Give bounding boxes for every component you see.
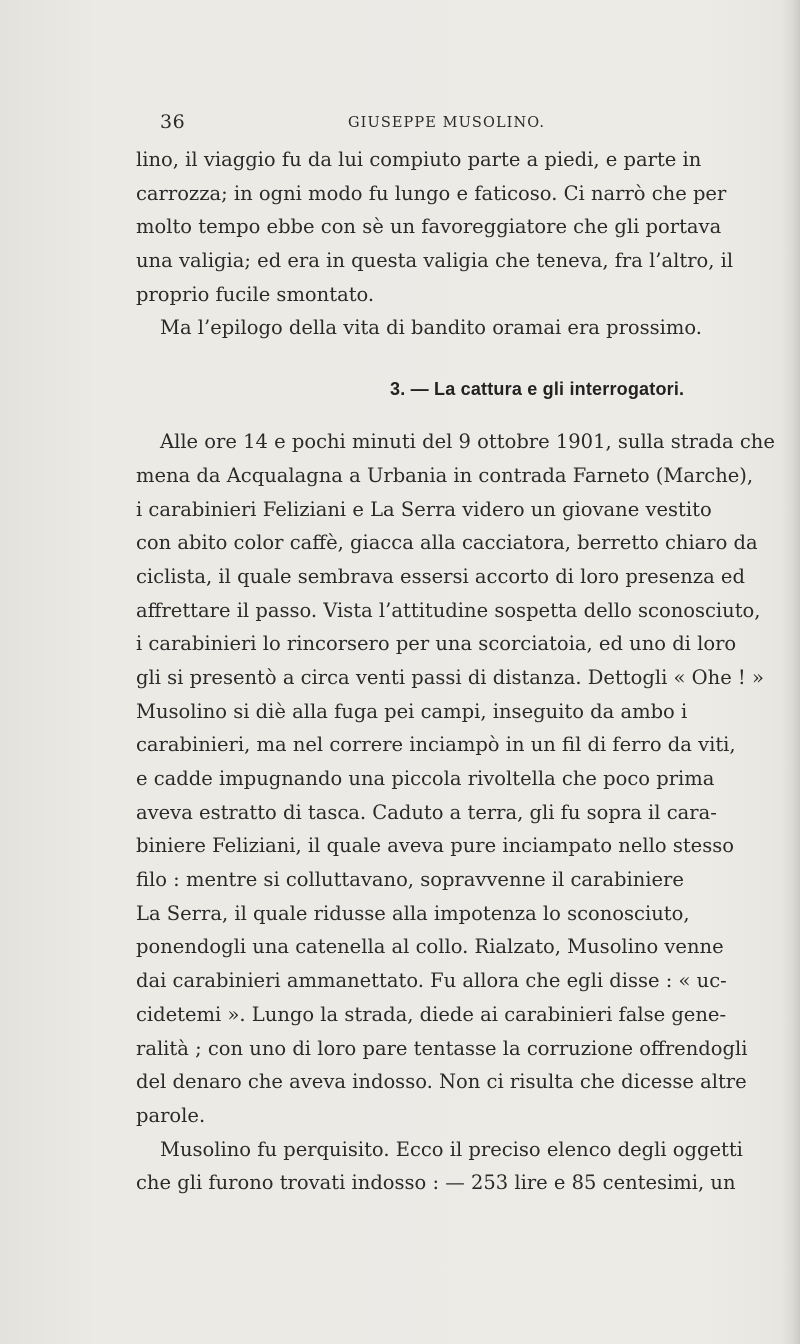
text-line: biniere Feliziani, il quale aveva pure inciampato nello stesso xyxy=(136,834,734,858)
text-line: gli si presentò a circa venti passi di distanza. Dettogli « Ohe ! » xyxy=(136,665,764,689)
text-line: affrettare il passo. Vista l’attitudine sospetta dello sconosciuto, xyxy=(136,598,761,622)
text-line: mena da Acqualagna a Urbania in contrada Farneto (Marche), xyxy=(136,463,754,487)
text-line: Ma l’epilogo della vita di bandito oramai era prossimo. xyxy=(160,316,703,340)
paragraph-4 xyxy=(136,1133,792,1200)
text-line: filo : mentre si colluttavano, sopravvenne il carabiniere xyxy=(136,868,684,892)
text-line: aveva estratto di tasca. Caduto a terra, gli fu sopra il cara- xyxy=(136,800,717,824)
text-line: La Serra, il quale ridusse alla impotenza lo sconosciuto, xyxy=(136,901,690,925)
text-line: cidetemi ». Lungo la strada, diede ai carabinieri false gene- xyxy=(136,1002,727,1026)
text-line: molto tempo ebbe con sè un favoreggiatore che gli portava xyxy=(136,215,722,239)
text-line: ciclista, il quale sembrava essersi accorto di loro presenza ed xyxy=(136,564,745,588)
body-text xyxy=(136,143,792,1200)
paragraph-3 xyxy=(136,425,792,1132)
text-line: del denaro che aveva indosso. Non ci risulta che dicesse altre xyxy=(136,1070,747,1094)
text-line: i carabinieri lo rincorsero per una scorciatoia, ed uno di loro xyxy=(136,632,737,656)
text-line: proprio fucile smontato. xyxy=(136,282,375,306)
text-line: che gli furono trovati indosso : — 253 lire e 85 centesimi, un xyxy=(136,1171,736,1195)
text-line: con abito color caffè, giacca alla cacciatora, berretto chiaro da xyxy=(136,531,758,555)
text-line: Musolino fu perquisito. Ecco il preciso elenco degli oggetti xyxy=(160,1137,743,1161)
paragraph-2 xyxy=(136,311,792,345)
text-line: ralità ; con uno di loro pare tentasse la corruzione offrendogli xyxy=(136,1036,748,1060)
text-line: Musolino si diè alla fuga pei campi, inseguito da ambo i xyxy=(136,699,688,723)
text-line: parole. xyxy=(136,1103,206,1127)
text-line: carrozza; in ogni modo fu lungo e faticoso. Ci narrò che per xyxy=(136,181,727,205)
text-line: Alle ore 14 e pochi minuti del 9 ottobre 1901, sulla strada che xyxy=(160,430,775,454)
section-heading: 3. — La cattura e gli interrogatori. xyxy=(390,379,685,400)
text-line: lino, il viaggio fu da lui compiuto parte a piedi, e parte in xyxy=(136,148,702,171)
running-title: GIUSEPPE MUSOLINO. xyxy=(348,115,546,131)
text-line: carabinieri, ma nel correre inciampò in un fil di ferro da viti, xyxy=(136,733,736,757)
page-number: 36 xyxy=(160,111,186,133)
text-line: e cadde impugnando una piccola rivoltella che poco prima xyxy=(136,767,715,790)
text-line: ponendogli una catenella al collo. Rialzato, Musolino venne xyxy=(136,935,724,959)
paragraph-1 xyxy=(136,143,792,311)
text-line: i carabinieri Feliziani e La Serra videro un giovane vestito xyxy=(136,497,712,521)
text-line: dai carabinieri ammanettato. Fu allora che egli disse : « uc- xyxy=(136,969,727,993)
text-line: una valigia; ed era in questa valigia che teneva, fra l’altro, il xyxy=(136,249,734,273)
